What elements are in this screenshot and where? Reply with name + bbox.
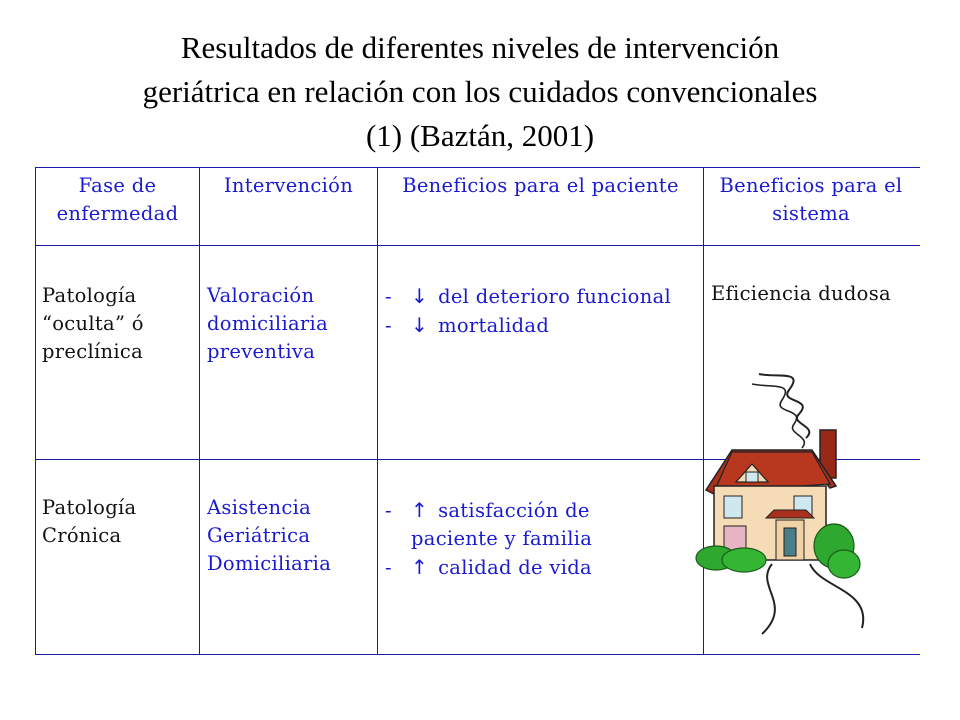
- arrow-down-icon: ↓: [411, 313, 429, 337]
- row1-intervencion-line: preventiva: [207, 340, 316, 363]
- grid-line-bottom: [35, 654, 920, 655]
- grid-line-col2: [377, 167, 378, 655]
- header-sistema-line2: sistema: [772, 202, 850, 225]
- benefit-item: [385, 282, 671, 311]
- row1-sistema: Eficiencia dudosa: [711, 282, 891, 305]
- benefit-text: del deterioro funcional: [438, 285, 672, 308]
- row1-intervencion-line: domiciliaria: [207, 312, 328, 335]
- benefit-item: [385, 525, 592, 553]
- benefit-item: [385, 553, 592, 582]
- benefit-item: [385, 496, 592, 525]
- benefit-item: [385, 311, 671, 340]
- row1-fase: [42, 282, 144, 366]
- grid-line-col0: [35, 167, 36, 655]
- header-fase-line1: Fase de: [78, 174, 157, 197]
- header-intervencion: Intervención: [223, 174, 354, 197]
- benefit-text: satisfacción de: [438, 499, 590, 522]
- header-fase: [36, 172, 199, 228]
- row1-fase-line: “oculta” ó: [42, 312, 144, 335]
- row1-fase-line: preclínica: [42, 340, 144, 363]
- benefit-text: paciente y familia: [411, 527, 593, 550]
- row1-fase-line: Patología: [42, 284, 137, 307]
- row2-intervencion-line: Asistencia: [207, 496, 312, 519]
- row1-beneficios: [385, 282, 671, 340]
- benefit-text: mortalidad: [438, 314, 550, 337]
- grid-line-col1: [199, 167, 200, 655]
- row2-intervencion: [207, 494, 331, 578]
- header-fase-line2: enfermedad: [56, 202, 179, 225]
- row2-beneficios: [385, 496, 592, 582]
- benefit-dash: -: [385, 285, 392, 308]
- benefit-dash: -: [385, 314, 392, 337]
- title-line-3: (1) (Baztán, 2001): [365, 118, 595, 153]
- grid-line-top: [35, 167, 920, 168]
- header-beneficios-paciente: Beneficios para el paciente: [402, 174, 679, 197]
- header-beneficios-sistema: [704, 172, 918, 228]
- row1-intervencion: [207, 282, 328, 366]
- row2-fase: [42, 494, 136, 550]
- row2-fase-line: Crónica: [42, 524, 122, 547]
- grid-line-header: [35, 245, 920, 246]
- benefit-dash: -: [385, 556, 392, 579]
- row2-intervencion-line: Domiciliaria: [207, 552, 332, 575]
- arrow-up-icon: ↑: [411, 498, 429, 522]
- title-line-2: geriátrica en relación con los cuidados convencionales: [142, 74, 818, 109]
- house-illustration-icon: [694, 368, 890, 638]
- arrow-down-icon: ↓: [411, 284, 429, 308]
- arrow-up-icon: ↑: [411, 555, 429, 579]
- benefit-text: calidad de vida: [438, 556, 592, 579]
- benefit-dash: -: [385, 499, 392, 522]
- row2-intervencion-line: Geriátrica: [207, 524, 311, 547]
- row2-fase-line: Patología: [42, 496, 137, 519]
- title-line-1: Resultados de diferentes niveles de intervención: [180, 30, 780, 65]
- header-sistema-line1: Beneficios para el: [719, 174, 903, 197]
- row1-intervencion-line: Valoración: [207, 284, 315, 307]
